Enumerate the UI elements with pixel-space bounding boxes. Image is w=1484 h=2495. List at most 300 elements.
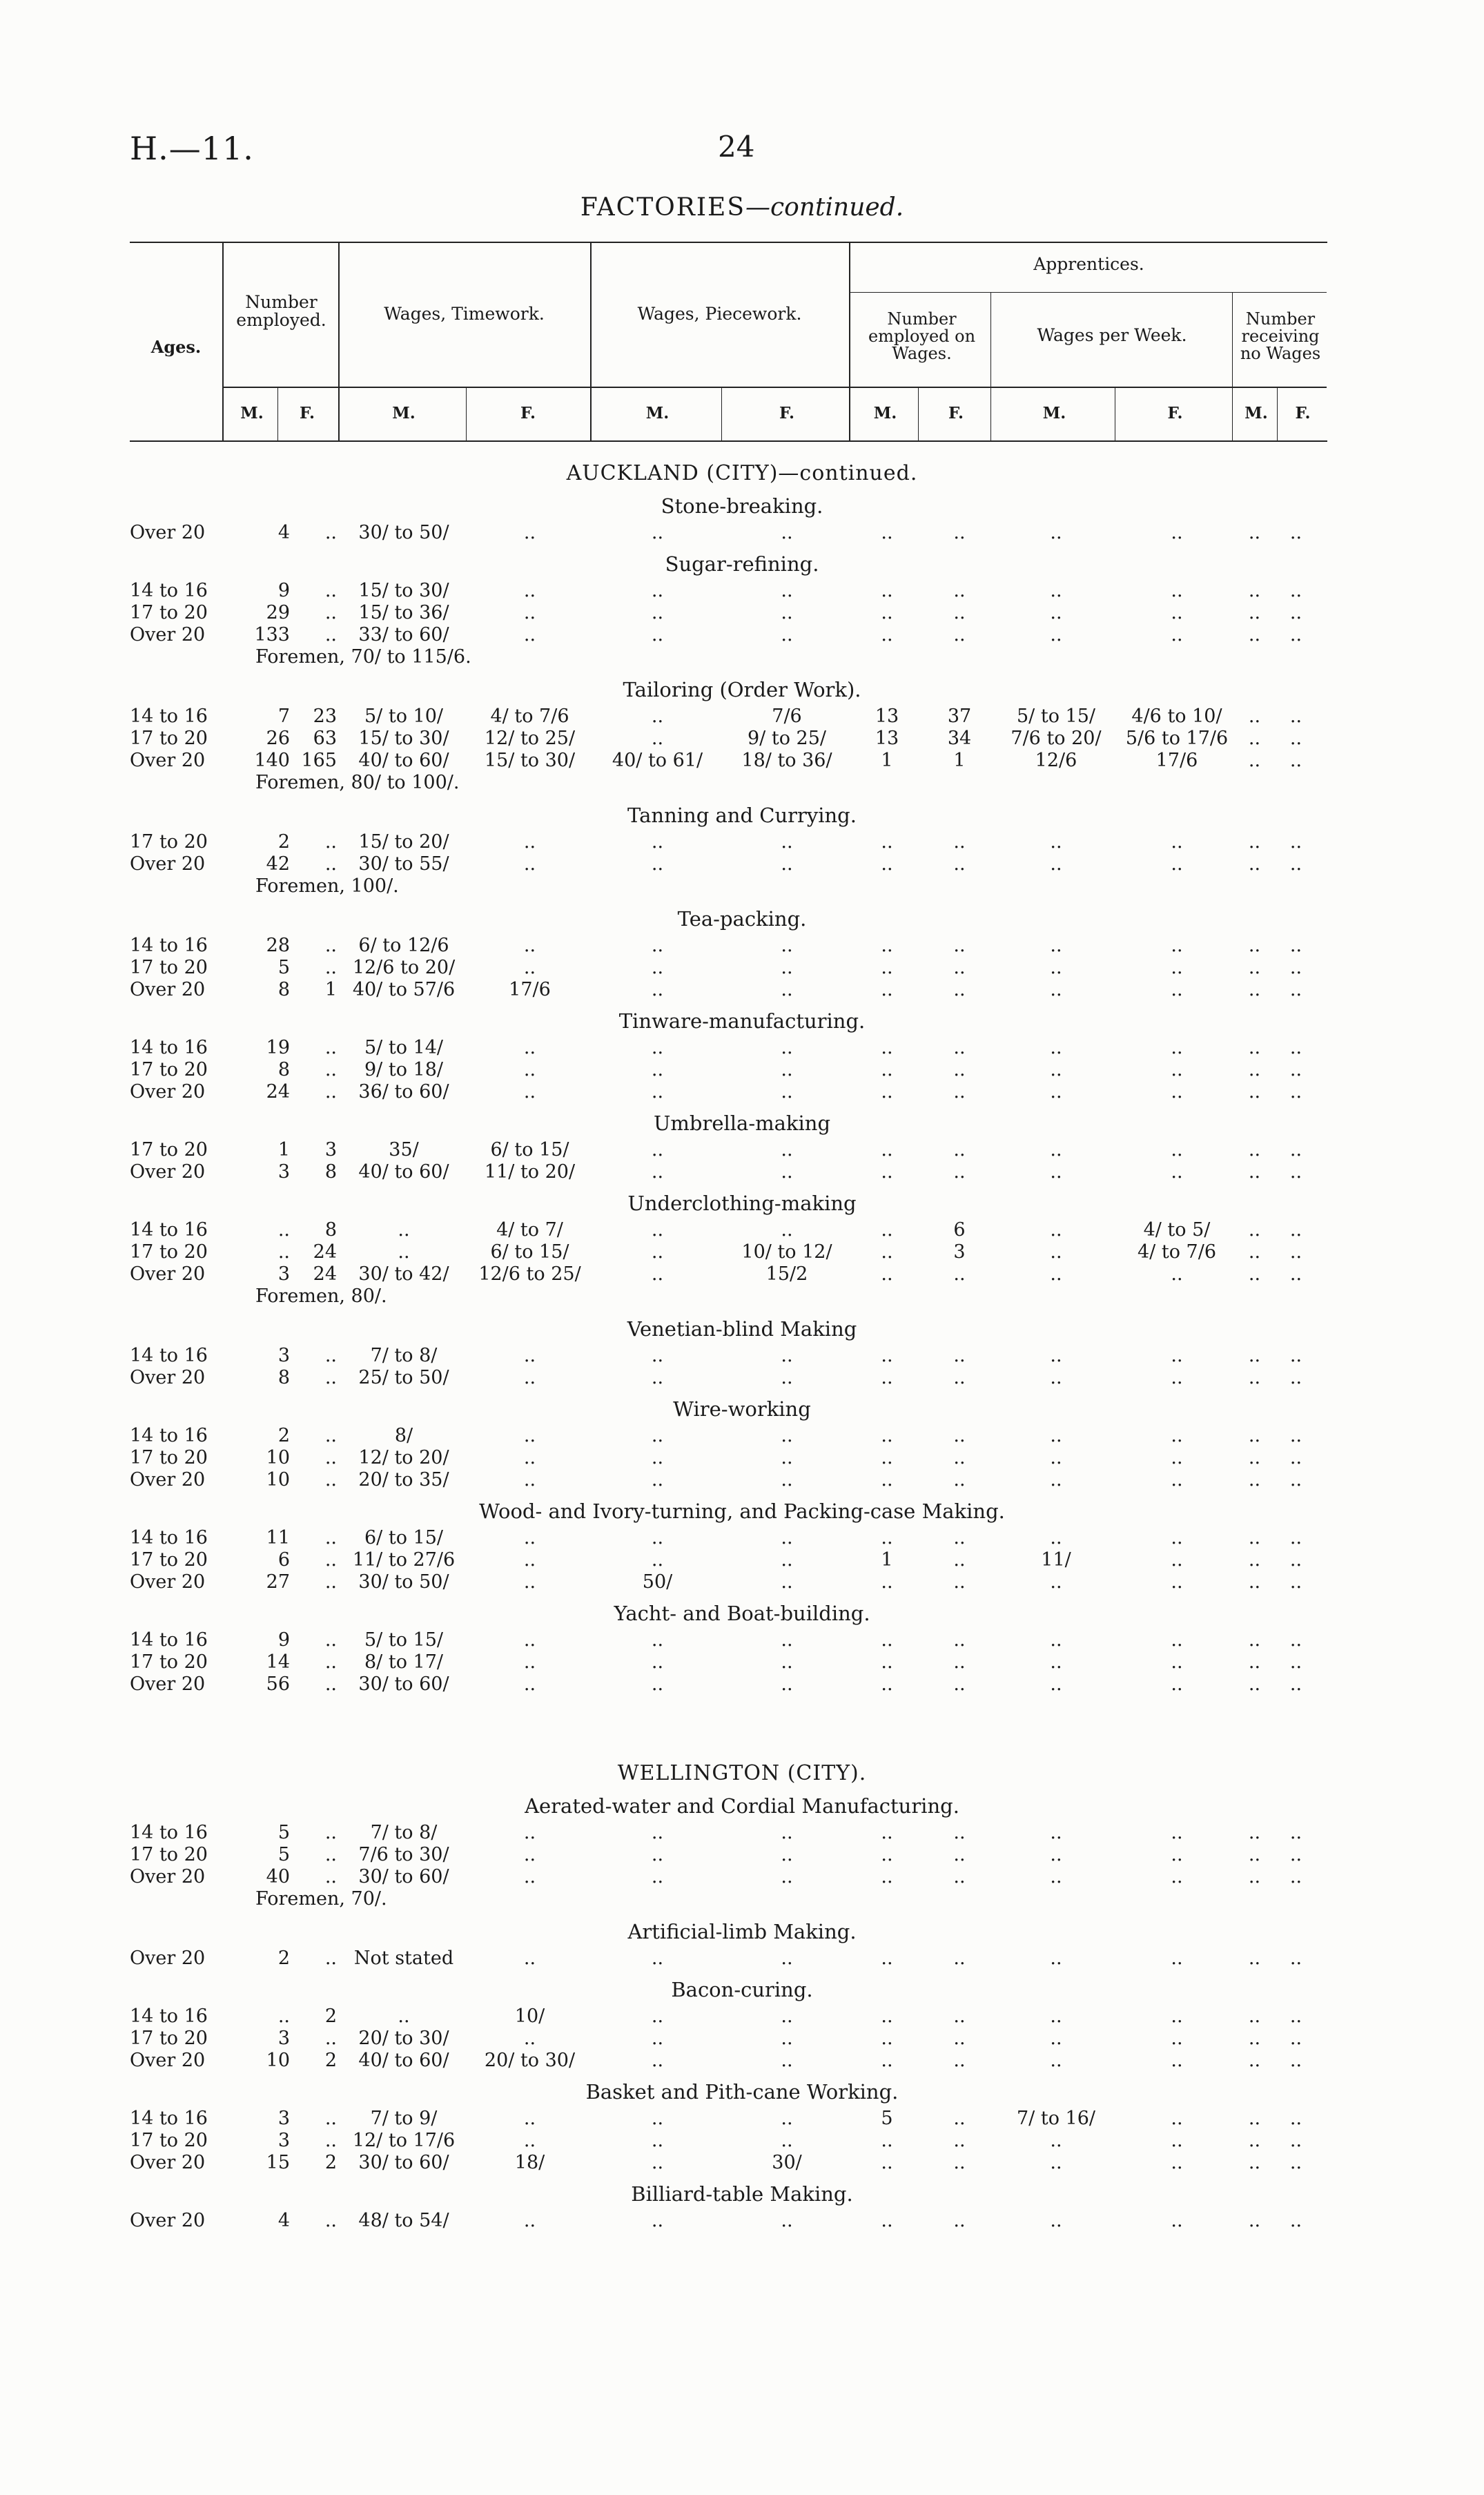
table-cell: .. xyxy=(1289,2108,1302,2129)
table-cell: 9/ to 18/ xyxy=(364,1059,443,1080)
table-cell: .. xyxy=(523,1081,536,1103)
table-cell: 14 to 16 xyxy=(130,1425,208,1446)
table-cell: 19 xyxy=(266,1037,290,1058)
table-cell: .. xyxy=(781,1469,793,1491)
table-cell: 30/ to 60/ xyxy=(358,2152,449,2173)
table-cell: .. xyxy=(1248,1139,1261,1161)
table-cell: 30/ to 55/ xyxy=(358,853,449,875)
table-cell: .. xyxy=(324,831,337,853)
table-cell: .. xyxy=(1171,831,1183,853)
table-cell: .. xyxy=(1050,1469,1062,1491)
table-cell: .. xyxy=(1050,1037,1062,1058)
table-cell: .. xyxy=(324,1651,337,1673)
table-cell: .. xyxy=(651,2006,664,2027)
table-cell: 35/ xyxy=(389,1139,419,1161)
table-cell: 4/ to 7/6 xyxy=(1138,1241,1216,1263)
table-cell: .. xyxy=(324,602,337,623)
table-cell: .. xyxy=(651,602,664,623)
table-cell: 15/ to 30/ xyxy=(358,728,449,749)
table-cell: .. xyxy=(781,853,793,875)
table-cell: .. xyxy=(953,2006,966,2027)
table-cell: .. xyxy=(1289,1037,1302,1058)
table-cell: 5/ to 15/ xyxy=(364,1629,443,1651)
table-cell: 12/6 to 25/ xyxy=(478,1263,581,1285)
table-cell: 24 xyxy=(313,1241,337,1263)
table-cell: .. xyxy=(881,1527,893,1549)
table-cell: .. xyxy=(1171,1629,1183,1651)
table-cell: .. xyxy=(881,1219,893,1241)
table-cell: .. xyxy=(1171,1822,1183,1843)
table-cell: .. xyxy=(953,2210,966,2231)
table-cell: Not stated xyxy=(353,1948,454,1969)
table-cell: 10 xyxy=(266,1447,290,1468)
table-cell: 5/ to 10/ xyxy=(364,706,443,727)
table-cell: .. xyxy=(781,1948,793,1969)
table-cell: 9/ to 25/ xyxy=(748,728,826,749)
table-cell: .. xyxy=(1289,1161,1302,1183)
table-cell: .. xyxy=(1289,1059,1302,1080)
table-cell: .. xyxy=(324,1673,337,1695)
table-cell: .. xyxy=(523,1469,536,1491)
table-cell: .. xyxy=(1171,1139,1183,1161)
table-cell: .. xyxy=(523,1629,536,1651)
table-cell: 6 xyxy=(277,1549,290,1571)
table-cell: .. xyxy=(1289,1948,1302,1969)
table-cell: 25/ to 50/ xyxy=(358,1367,449,1388)
table-cell: .. xyxy=(1248,2006,1261,2027)
table-row xyxy=(0,1571,1484,1593)
table-cell: 11/ to 27/6 xyxy=(352,1549,456,1571)
table-cell: .. xyxy=(1050,1367,1062,1388)
table-row xyxy=(0,1425,1484,1447)
table-cell: 15/ to 36/ xyxy=(358,602,449,623)
table-cell: .. xyxy=(651,1948,664,1969)
table-cell: 14 to 16 xyxy=(130,1037,208,1058)
table-cell: .. xyxy=(1050,1447,1062,1468)
table-row xyxy=(0,1844,1484,1866)
table-cell: .. xyxy=(953,1425,966,1446)
table-cell: 2 xyxy=(277,831,290,853)
table-cell: .. xyxy=(324,624,337,645)
table-cell: .. xyxy=(1248,1866,1261,1887)
table-cell: 14 to 16 xyxy=(130,2108,208,2129)
table-cell: .. xyxy=(1248,1844,1261,1865)
table-cell: .. xyxy=(953,2130,966,2151)
table-cell: .. xyxy=(1171,2050,1183,2071)
table-cell: .. xyxy=(953,1822,966,1843)
table-cell: 4/ to 7/6 xyxy=(490,706,569,727)
table-cell: .. xyxy=(651,1549,664,1571)
table-cell: .. xyxy=(953,2028,966,2049)
table-cell: .. xyxy=(1171,935,1183,956)
vline xyxy=(277,387,278,440)
table-cell: 40 xyxy=(266,1866,290,1887)
table-cell: .. xyxy=(1171,602,1183,623)
table-cell: .. xyxy=(324,1844,337,1865)
table-cell: .. xyxy=(324,1059,337,1080)
table-cell: .. xyxy=(277,1241,290,1263)
table-cell: Over 20 xyxy=(130,2210,206,2231)
table-cell: 14 to 16 xyxy=(130,935,208,956)
table-cell: .. xyxy=(523,2028,536,2049)
table-cell: .. xyxy=(277,2006,290,2027)
table-cell: .. xyxy=(1171,1263,1183,1285)
table-cell: .. xyxy=(523,522,536,543)
table-cell: .. xyxy=(1289,1219,1302,1241)
table-cell: 17 to 20 xyxy=(130,1844,208,1865)
table-cell: .. xyxy=(1248,602,1261,623)
table-cell: .. xyxy=(1289,1549,1302,1571)
table-cell: .. xyxy=(881,1447,893,1468)
table-cell: 2 xyxy=(324,2050,337,2071)
table-cell: .. xyxy=(651,1844,664,1865)
table-cell: .. xyxy=(1050,1948,1062,1969)
table-cell: 17 to 20 xyxy=(130,1139,208,1161)
table-cell: 17 to 20 xyxy=(130,1651,208,1673)
table-cell: .. xyxy=(1289,1447,1302,1468)
table-row xyxy=(0,1651,1484,1673)
table-cell: .. xyxy=(1248,1673,1261,1695)
table-cell: .. xyxy=(781,1219,793,1241)
table-row xyxy=(0,2050,1484,2072)
table-cell: .. xyxy=(651,1241,664,1263)
table-cell: .. xyxy=(1289,1629,1302,1651)
table-cell: .. xyxy=(1289,1866,1302,1887)
vline xyxy=(338,242,340,440)
table-cell: .. xyxy=(1050,1822,1062,1843)
table-cell: .. xyxy=(1050,2050,1062,2071)
table-row xyxy=(0,580,1484,602)
table-cell: .. xyxy=(651,1651,664,1673)
table-cell: .. xyxy=(523,1037,536,1058)
table-cell: Over 20 xyxy=(130,1571,206,1593)
table-cell: .. xyxy=(324,1037,337,1058)
table-cell: .. xyxy=(523,1866,536,1887)
table-cell: .. xyxy=(1289,1345,1302,1366)
table-cell: .. xyxy=(523,853,536,875)
table-cell: 3 xyxy=(277,1345,290,1366)
table-cell: .. xyxy=(1050,580,1062,601)
table-cell: Over 20 xyxy=(130,1161,206,1183)
table-cell: Over 20 xyxy=(130,979,206,1000)
table-cell: .. xyxy=(1050,831,1062,853)
section-title: Billiard-table Making. xyxy=(631,2182,853,2206)
sub-f: F. xyxy=(299,404,315,423)
table-cell: .. xyxy=(953,957,966,978)
table-cell: .. xyxy=(953,831,966,853)
table-cell: .. xyxy=(324,1345,337,1366)
table-cell: .. xyxy=(1248,1161,1261,1183)
table-cell: .. xyxy=(1248,750,1261,771)
table-cell: .. xyxy=(398,1241,410,1263)
table-cell: .. xyxy=(1171,2210,1183,2231)
table-cell: .. xyxy=(324,1822,337,1843)
table-cell: .. xyxy=(953,1367,966,1388)
table-cell: 20/ to 35/ xyxy=(358,1469,449,1491)
table-cell: .. xyxy=(881,1367,893,1388)
table-row xyxy=(0,1161,1484,1183)
table-cell: .. xyxy=(781,935,793,956)
table-row xyxy=(0,2108,1484,2130)
table-cell: .. xyxy=(1050,1571,1062,1593)
table-cell: .. xyxy=(523,1425,536,1446)
table-cell: 28 xyxy=(266,935,290,956)
table-cell: .. xyxy=(953,522,966,543)
table-cell: 20/ to 30/ xyxy=(358,2028,449,2049)
table-cell: .. xyxy=(1248,1651,1261,1673)
table-cell: .. xyxy=(651,2108,664,2129)
table-cell: 18/ to 36/ xyxy=(741,750,832,771)
table-cell: .. xyxy=(1050,957,1062,978)
table-cell: .. xyxy=(651,624,664,645)
table-cell: .. xyxy=(1248,624,1261,645)
sub-m: M. xyxy=(1042,404,1066,423)
table-cell: 6 xyxy=(953,1219,966,1241)
table-cell: .. xyxy=(324,1629,337,1651)
table-cell: 17 to 20 xyxy=(130,2028,208,2049)
table-cell: .. xyxy=(1248,1447,1261,1468)
region-title: WELLINGTON (CITY). xyxy=(617,1761,867,1785)
vline xyxy=(1232,292,1233,440)
table-cell: .. xyxy=(953,1571,966,1593)
table-cell: .. xyxy=(651,1139,664,1161)
foremen-note: Foremen, 80/ to 100/. xyxy=(255,772,460,793)
table-cell: 3 xyxy=(277,2130,290,2151)
table-cell: 6/ to 15/ xyxy=(490,1241,569,1263)
table-cell: .. xyxy=(523,1059,536,1080)
table-cell: .. xyxy=(881,957,893,978)
table-cell: .. xyxy=(1050,1425,1062,1446)
table-cell: 165 xyxy=(301,750,337,771)
sub-f: F. xyxy=(779,404,795,423)
foremen-note: Foremen, 70/ to 115/6. xyxy=(255,646,471,668)
table-cell: .. xyxy=(1248,957,1261,978)
vline xyxy=(590,242,592,440)
table-row xyxy=(0,1948,1484,1970)
table-row xyxy=(0,706,1484,728)
table-cell: 3 xyxy=(277,2108,290,2129)
table-cell: .. xyxy=(1248,1571,1261,1593)
table-cell: 5/ to 15/ xyxy=(1017,706,1095,727)
table-cell: .. xyxy=(1171,1469,1183,1491)
table-cell: .. xyxy=(324,1081,337,1103)
table-cell: 10 xyxy=(266,2050,290,2071)
table-cell: .. xyxy=(1289,2152,1302,2173)
table-cell: .. xyxy=(1248,580,1261,601)
table-cell: 17/6 xyxy=(1155,750,1198,771)
table-cell: 8/ to 17/ xyxy=(364,1651,443,1673)
table-cell: .. xyxy=(781,1161,793,1183)
table-cell: .. xyxy=(1248,1081,1261,1103)
table-cell: .. xyxy=(1248,1425,1261,1446)
table-cell: .. xyxy=(523,1367,536,1388)
table-cell: 4/6 to 10/ xyxy=(1131,706,1222,727)
table-cell: .. xyxy=(1289,1469,1302,1491)
table-cell: .. xyxy=(651,2050,664,2071)
table-row xyxy=(0,2210,1484,2232)
table-cell: .. xyxy=(881,1844,893,1865)
table-cell: .. xyxy=(651,1673,664,1695)
table-cell: .. xyxy=(781,2050,793,2071)
table-cell: Over 20 xyxy=(130,2152,206,2173)
table-row xyxy=(0,1081,1484,1103)
table-cell: .. xyxy=(953,1673,966,1695)
col-appr-number: Number employed on Wages. xyxy=(868,309,976,364)
table-cell: .. xyxy=(1289,957,1302,978)
table-cell: .. xyxy=(781,1571,793,1593)
table-cell: .. xyxy=(881,935,893,956)
table-cell: 14 to 16 xyxy=(130,706,208,727)
table-cell: 6/ to 15/ xyxy=(490,1139,569,1161)
table-cell: .. xyxy=(1248,1629,1261,1651)
table-cell: Over 20 xyxy=(130,1673,206,1695)
table-row xyxy=(0,1629,1484,1651)
table-cell: .. xyxy=(953,1037,966,1058)
sub-f: F. xyxy=(948,404,964,423)
table-cell: .. xyxy=(1171,1059,1183,1080)
table-cell: .. xyxy=(1171,979,1183,1000)
table-cell: 34 xyxy=(947,728,972,749)
table-cell: Over 20 xyxy=(130,624,206,645)
table-cell: .. xyxy=(1289,750,1302,771)
table-cell: 33/ to 60/ xyxy=(358,624,449,645)
table-cell: .. xyxy=(781,957,793,978)
table-cell: .. xyxy=(1289,2006,1302,2027)
table-cell: 30/ to 50/ xyxy=(358,522,449,543)
table-cell: .. xyxy=(881,1037,893,1058)
table-cell: .. xyxy=(1248,706,1261,727)
table-cell: .. xyxy=(1289,2028,1302,2049)
table-cell: .. xyxy=(953,1469,966,1491)
section-title: Underclothing-making xyxy=(627,1192,857,1215)
table-row xyxy=(0,2130,1484,2152)
table-cell: .. xyxy=(781,979,793,1000)
section-title: Basket and Pith-cane Working. xyxy=(585,2080,899,2104)
table-cell: .. xyxy=(1248,1822,1261,1843)
table-cell: 2 xyxy=(277,1948,290,1969)
table-cell: .. xyxy=(1171,1161,1183,1183)
table-cell: .. xyxy=(324,1447,337,1468)
table-cell: .. xyxy=(1248,2210,1261,2231)
table-cell: .. xyxy=(523,1651,536,1673)
table-row xyxy=(0,1263,1484,1285)
table-cell: .. xyxy=(1050,1059,1062,1080)
table-cell: 10/ to 12/ xyxy=(741,1241,832,1263)
table-cell: .. xyxy=(953,1527,966,1549)
foremen-note: Foremen, 100/. xyxy=(255,875,399,897)
table-cell: .. xyxy=(1171,2152,1183,2173)
table-cell: .. xyxy=(1050,1651,1062,1673)
table-cell: 8 xyxy=(324,1161,337,1183)
table-cell: .. xyxy=(1248,1549,1261,1571)
table-cell: .. xyxy=(881,2006,893,2027)
table-cell: .. xyxy=(1171,2130,1183,2151)
table-cell: 7/6 xyxy=(772,706,802,727)
table-cell: .. xyxy=(1289,1822,1302,1843)
table-cell: .. xyxy=(1289,853,1302,875)
table-cell: .. xyxy=(1289,2050,1302,2071)
table-cell: .. xyxy=(651,1822,664,1843)
table-cell: 18/ xyxy=(514,2152,545,2173)
table-cell: .. xyxy=(651,1527,664,1549)
table-cell: 14 to 16 xyxy=(130,1822,208,1843)
table-row xyxy=(0,728,1484,750)
table-cell: 2 xyxy=(324,2152,337,2173)
table-cell: .. xyxy=(953,1081,966,1103)
table-cell: .. xyxy=(1171,522,1183,543)
table-cell: .. xyxy=(651,935,664,956)
table-cell: .. xyxy=(1248,1241,1261,1263)
table-cell: 30/ xyxy=(772,2152,802,2173)
table-cell: .. xyxy=(523,935,536,956)
table-cell: .. xyxy=(324,580,337,601)
table-cell: 40/ to 60/ xyxy=(358,1161,449,1183)
table-cell: .. xyxy=(881,1345,893,1366)
table-cell: .. xyxy=(523,831,536,853)
table-row xyxy=(0,750,1484,772)
table-cell: .. xyxy=(1050,1866,1062,1887)
table-cell: 4/ to 5/ xyxy=(1143,1219,1211,1241)
table-row xyxy=(0,957,1484,979)
table-cell: .. xyxy=(1289,1139,1302,1161)
table-cell: 133 xyxy=(254,624,290,645)
table-cell: .. xyxy=(881,522,893,543)
table-cell: 2 xyxy=(324,2006,337,2027)
table-cell: 15/ to 30/ xyxy=(358,580,449,601)
table-cell: 5/ to 14/ xyxy=(364,1037,443,1058)
table-cell: .. xyxy=(781,1629,793,1651)
table-row xyxy=(0,1673,1484,1696)
table-cell: Over 20 xyxy=(130,2050,206,2071)
table-cell: 13 xyxy=(875,728,899,749)
table-cell: .. xyxy=(881,1673,893,1695)
table-cell: .. xyxy=(881,979,893,1000)
table-cell: Over 20 xyxy=(130,522,206,543)
table-cell: .. xyxy=(651,1037,664,1058)
table-cell: .. xyxy=(398,2006,410,2027)
table-cell: .. xyxy=(651,2130,664,2151)
table-cell: .. xyxy=(781,2006,793,2027)
table-cell: .. xyxy=(953,580,966,601)
table-cell: .. xyxy=(1248,2130,1261,2151)
table-cell: 40/ to 57/6 xyxy=(352,979,456,1000)
table-cell: .. xyxy=(881,1263,893,1285)
table-cell: .. xyxy=(523,2108,536,2129)
sub-f: F. xyxy=(1167,404,1183,423)
table-cell: .. xyxy=(324,1367,337,1388)
table-cell: .. xyxy=(651,1345,664,1366)
table-cell: .. xyxy=(881,2130,893,2151)
table-cell: 11/ xyxy=(1041,1549,1071,1571)
table-cell: .. xyxy=(1050,1527,1062,1549)
table-cell: .. xyxy=(1289,979,1302,1000)
table-row xyxy=(0,979,1484,1001)
table-cell: 1 xyxy=(881,1549,893,1571)
sub-f: F. xyxy=(1295,404,1311,423)
table-cell: .. xyxy=(324,935,337,956)
table-cell: .. xyxy=(1050,1844,1062,1865)
table-cell: 17 to 20 xyxy=(130,602,208,623)
table-cell: .. xyxy=(881,1425,893,1446)
table-cell: 26 xyxy=(266,728,290,749)
table-cell: .. xyxy=(651,522,664,543)
table-cell: .. xyxy=(651,1059,664,1080)
table-cell: 4 xyxy=(277,2210,290,2231)
table-cell: .. xyxy=(1171,1948,1183,1969)
table-cell: .. xyxy=(1050,2130,1062,2151)
table-cell: .. xyxy=(881,580,893,601)
table-cell: .. xyxy=(1171,1527,1183,1549)
